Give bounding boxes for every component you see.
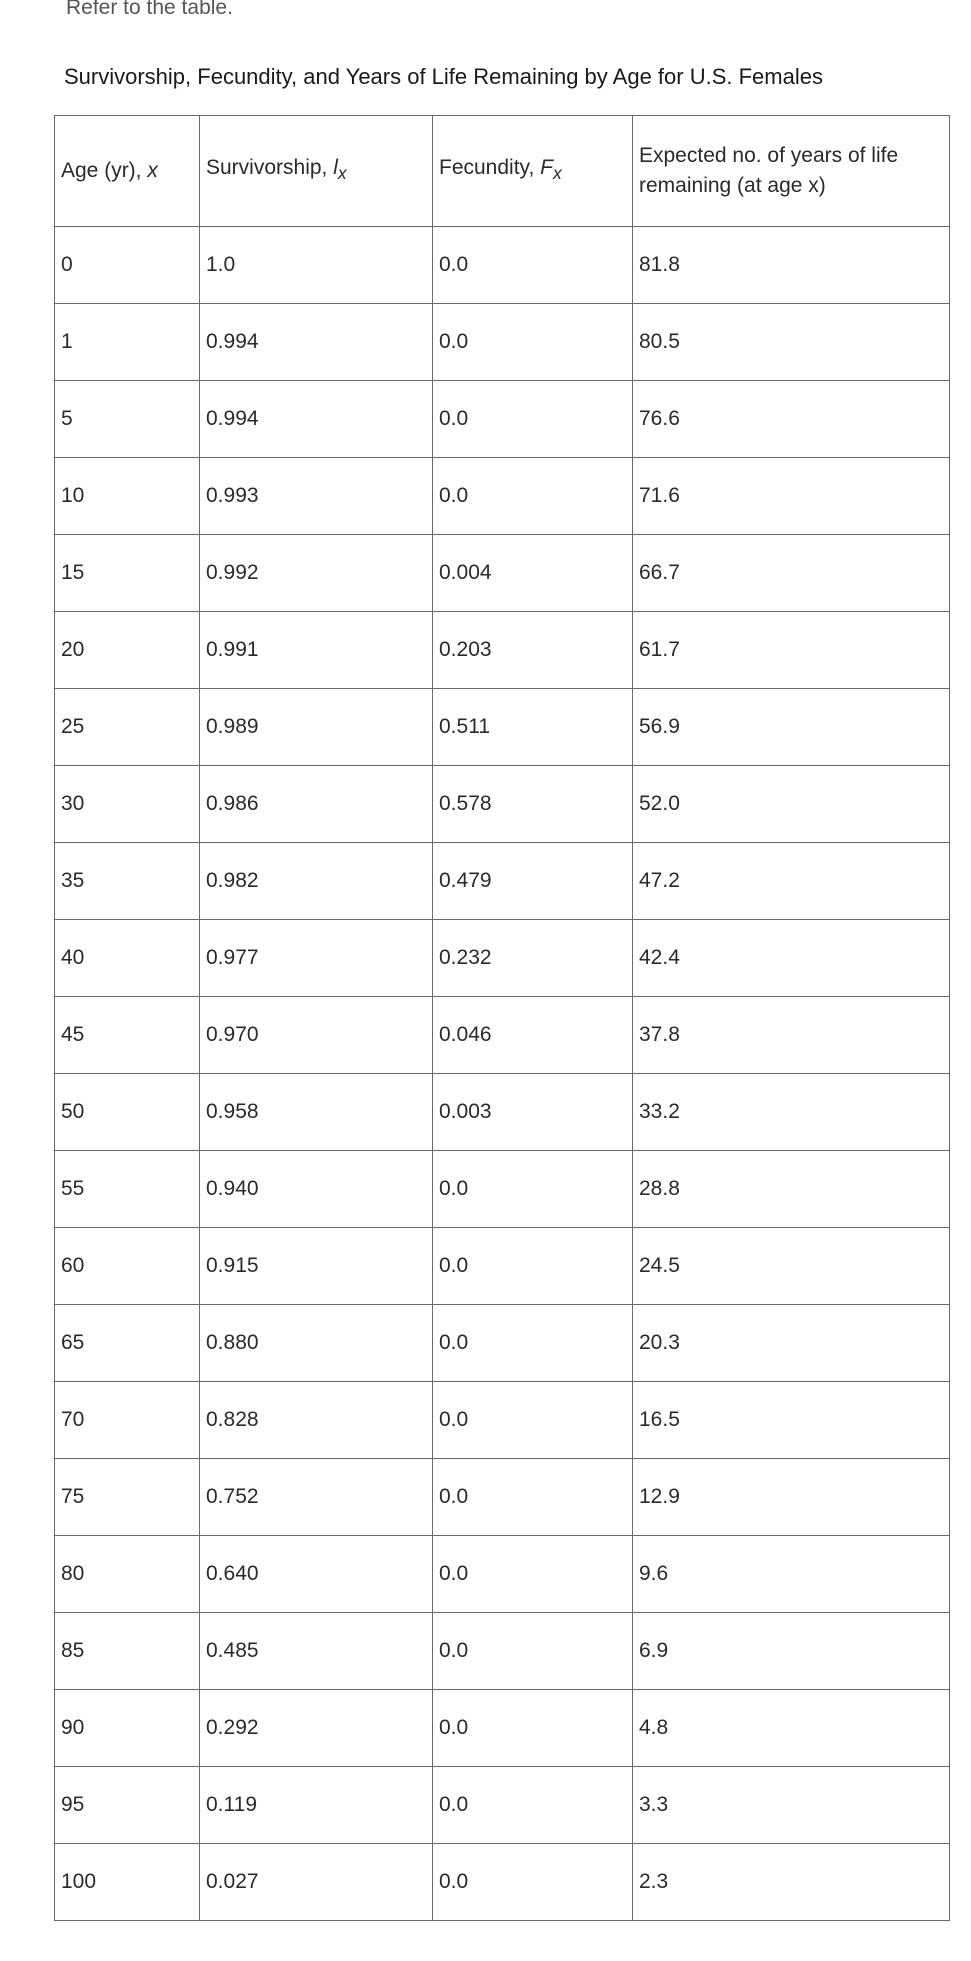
table-row: [55, 843, 950, 920]
cell-years-remaining: 9.6: [633, 1536, 950, 1613]
cell-age: 50: [55, 1074, 200, 1151]
cell-fecundity: 0.0: [433, 1536, 633, 1613]
cell-years-remaining: 76.6: [633, 381, 950, 458]
cell-age: 1: [55, 304, 200, 381]
cell-survivorship: 0.994: [200, 381, 433, 458]
cell-survivorship: 0.915: [200, 1228, 433, 1305]
header-survivorship-symbol: l: [333, 156, 338, 180]
cell-years-remaining: 47.2: [633, 843, 950, 920]
table-row: [55, 1690, 950, 1767]
cell-fecundity: 0.0: [433, 304, 633, 381]
cell-years-remaining: 61.7: [633, 612, 950, 689]
cell-years-remaining: 16.5: [633, 1382, 950, 1459]
cell-years-remaining: 3.3: [633, 1767, 950, 1844]
header-age-symbol: x: [147, 159, 158, 182]
cell-age: 10: [55, 458, 200, 535]
table-row: [55, 1305, 950, 1382]
cell-age: 0: [55, 227, 200, 304]
header-fecundity-symbol: F: [540, 156, 553, 180]
table-row: [55, 1536, 950, 1613]
table-row: [55, 458, 950, 535]
cell-years-remaining: 33.2: [633, 1074, 950, 1151]
cell-fecundity: 0.578: [433, 766, 633, 843]
cell-years-remaining: 6.9: [633, 1613, 950, 1690]
cell-age: 35: [55, 843, 200, 920]
cell-fecundity: 0.0: [433, 1613, 633, 1690]
cell-fecundity: 0.0: [433, 1844, 633, 1921]
cell-fecundity: 0.0: [433, 381, 633, 458]
cell-survivorship: 0.993: [200, 458, 433, 535]
cell-age: 15: [55, 535, 200, 612]
cell-age: 20: [55, 612, 200, 689]
cell-fecundity: 0.232: [433, 920, 633, 997]
table-row: [55, 612, 950, 689]
cell-age: 30: [55, 766, 200, 843]
cell-survivorship: 0.986: [200, 766, 433, 843]
table-row: [55, 304, 950, 381]
cell-survivorship: 0.991: [200, 612, 433, 689]
cell-fecundity: 0.0: [433, 1382, 633, 1459]
cell-fecundity: 0.046: [433, 997, 633, 1074]
table-row: [55, 1151, 950, 1228]
table-row: [55, 1228, 950, 1305]
cell-years-remaining: 2.3: [633, 1844, 950, 1921]
table-row: [55, 1844, 950, 1921]
cell-survivorship: 0.292: [200, 1690, 433, 1767]
table-row: [55, 689, 950, 766]
cell-fecundity: 0.0: [433, 458, 633, 535]
cell-survivorship: 0.994: [200, 304, 433, 381]
cell-fecundity: 0.0: [433, 1228, 633, 1305]
table-row: [55, 1459, 950, 1536]
cell-survivorship: 0.880: [200, 1305, 433, 1382]
table-body: [55, 227, 950, 1921]
cell-fecundity: 0.511: [433, 689, 633, 766]
cell-survivorship: 0.970: [200, 997, 433, 1074]
cell-age: 100: [55, 1844, 200, 1921]
cell-survivorship: 0.992: [200, 535, 433, 612]
cell-survivorship: 0.119: [200, 1767, 433, 1844]
cell-age: 70: [55, 1382, 200, 1459]
cell-years-remaining: 52.0: [633, 766, 950, 843]
table-title: Survivorship, Fecundity, and Years of Life Remaining by Age for U.S. Females: [64, 64, 823, 89]
cell-survivorship: 0.977: [200, 920, 433, 997]
header-survivorship: [200, 116, 433, 227]
table-row: [55, 997, 950, 1074]
cell-years-remaining: 20.3: [633, 1305, 950, 1382]
cell-years-remaining: 37.8: [633, 997, 950, 1074]
cell-survivorship: 1.0: [200, 227, 433, 304]
table-row: [55, 1613, 950, 1690]
table-row: [55, 766, 950, 843]
cell-survivorship: 0.982: [200, 843, 433, 920]
cell-survivorship: 0.828: [200, 1382, 433, 1459]
cell-fecundity: 0.0: [433, 1151, 633, 1228]
table-row: [55, 1382, 950, 1459]
cell-years-remaining: 71.6: [633, 458, 950, 535]
cell-age: 45: [55, 997, 200, 1074]
header-age-text: Age (yr),: [61, 159, 148, 182]
header-years-remaining-text: Expected no. of years of life remaining (at age x): [639, 144, 899, 197]
cell-years-remaining: 28.8: [633, 1151, 950, 1228]
table-row: [55, 381, 950, 458]
cell-fecundity: 0.0: [433, 227, 633, 304]
table-row: [55, 1767, 950, 1844]
header-survivorship-text: Survivorship,: [206, 156, 334, 180]
cell-fecundity: 0.0: [433, 1767, 633, 1844]
table-row: [55, 227, 950, 304]
header-age: [55, 116, 200, 227]
cell-age: 60: [55, 1228, 200, 1305]
cell-survivorship: 0.485: [200, 1613, 433, 1690]
cell-fecundity: 0.203: [433, 612, 633, 689]
table-row: [55, 920, 950, 997]
cell-survivorship: 0.940: [200, 1151, 433, 1228]
cell-years-remaining: 56.9: [633, 689, 950, 766]
cell-fecundity: 0.479: [433, 843, 633, 920]
cell-fecundity: 0.0: [433, 1305, 633, 1382]
header-fecundity: [433, 116, 633, 227]
cell-years-remaining: 12.9: [633, 1459, 950, 1536]
cell-age: 80: [55, 1536, 200, 1613]
cell-fecundity: 0.0: [433, 1690, 633, 1767]
cell-fecundity: 0.0: [433, 1459, 633, 1536]
header-fecundity-text: Fecundity,: [439, 156, 541, 180]
life-table: [54, 115, 950, 1921]
cell-years-remaining: 4.8: [633, 1690, 950, 1767]
cell-age: 95: [55, 1767, 200, 1844]
cell-fecundity: 0.003: [433, 1074, 633, 1151]
cell-age: 90: [55, 1690, 200, 1767]
cell-years-remaining: 81.8: [633, 227, 950, 304]
cell-years-remaining: 24.5: [633, 1228, 950, 1305]
cell-age: 5: [55, 381, 200, 458]
header-fecundity-sub: x: [552, 163, 562, 184]
cell-survivorship: 0.640: [200, 1536, 433, 1613]
header-years-remaining: [633, 116, 950, 227]
cell-age: 55: [55, 1151, 200, 1228]
cell-survivorship: 0.752: [200, 1459, 433, 1536]
table-row: [55, 535, 950, 612]
header-row: [55, 116, 950, 227]
intro-text: Refer to the table.: [66, 0, 233, 19]
cell-age: 65: [55, 1305, 200, 1382]
cell-years-remaining: 80.5: [633, 304, 950, 381]
cell-fecundity: 0.004: [433, 535, 633, 612]
cell-survivorship: 0.989: [200, 689, 433, 766]
cell-age: 75: [55, 1459, 200, 1536]
life-table-container: [54, 115, 949, 1921]
cell-age: 25: [55, 689, 200, 766]
cell-survivorship: 0.958: [200, 1074, 433, 1151]
header-survivorship-sub: x: [337, 163, 347, 184]
table-row: [55, 1074, 950, 1151]
cell-age: 40: [55, 920, 200, 997]
cell-survivorship: 0.027: [200, 1844, 433, 1921]
cell-years-remaining: 66.7: [633, 535, 950, 612]
cell-years-remaining: 42.4: [633, 920, 950, 997]
cell-age: 85: [55, 1613, 200, 1690]
